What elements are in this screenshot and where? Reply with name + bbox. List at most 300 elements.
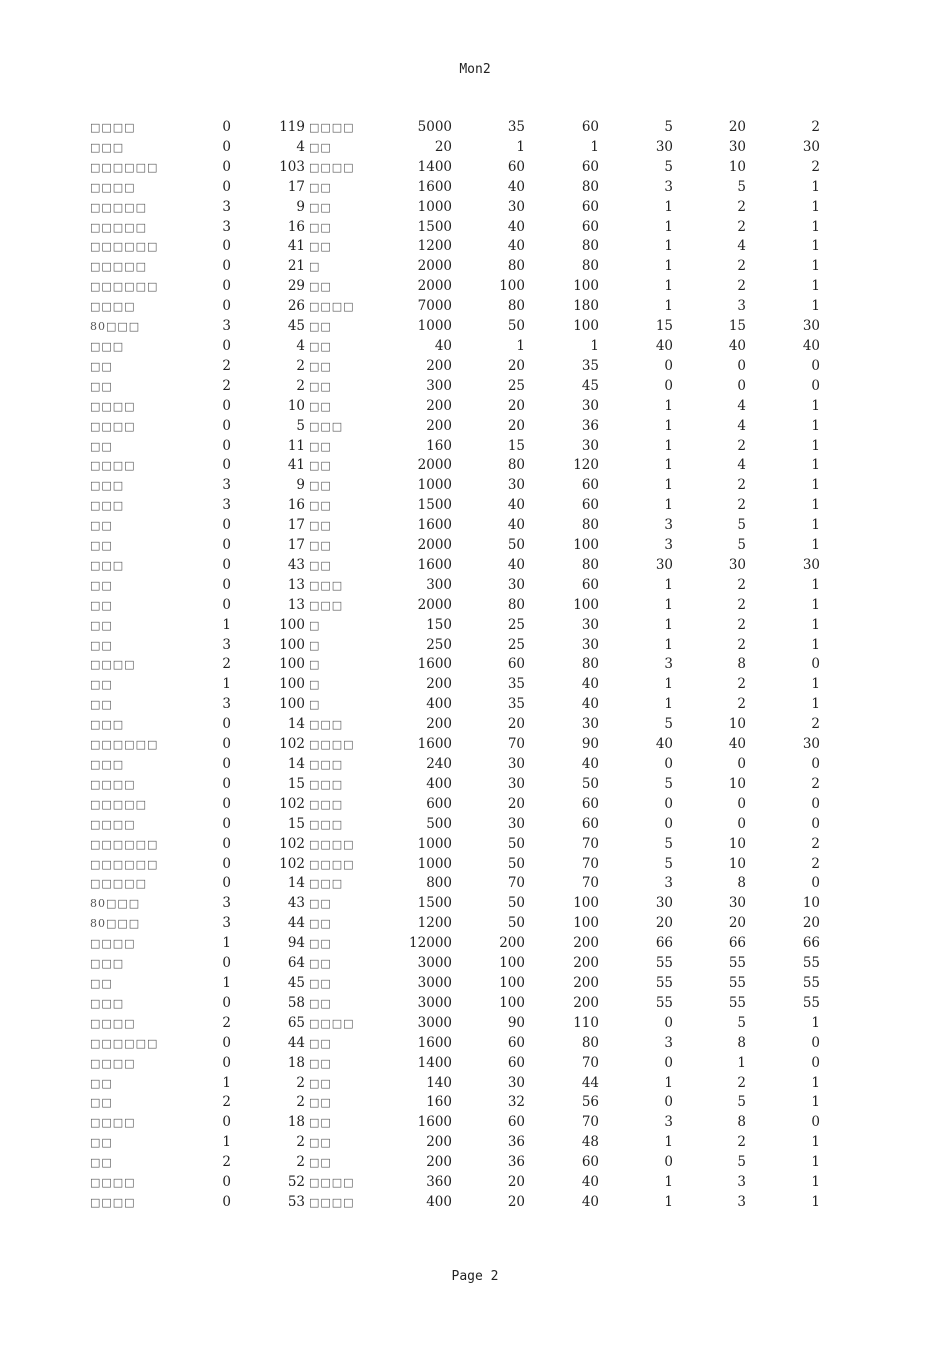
cell-col-a: 1 bbox=[222, 616, 231, 633]
cell-col-e: 80 bbox=[507, 298, 525, 315]
cell-col-d: 40 bbox=[434, 337, 452, 354]
cell-col-a: 3 bbox=[222, 318, 231, 335]
cell-col-b: 100 bbox=[279, 696, 305, 713]
table-row bbox=[0, 297, 950, 317]
cell-unit: □□ bbox=[309, 459, 332, 473]
cell-col-f: 100 bbox=[573, 537, 599, 554]
cell-col-d: 12000 bbox=[409, 935, 452, 952]
cell-unit: □□ bbox=[309, 539, 332, 553]
cell-unit: □□ bbox=[309, 917, 332, 931]
cell-col-f: 30 bbox=[581, 397, 599, 414]
table-row bbox=[0, 1113, 950, 1133]
cell-col-e: 20 bbox=[507, 795, 525, 812]
table-row bbox=[0, 516, 950, 536]
cell-col-d: 1000 bbox=[417, 477, 452, 494]
cell-col-g: 5 bbox=[664, 775, 673, 792]
cell-name: □□□□□□ bbox=[90, 280, 159, 294]
cell-col-b: 103 bbox=[279, 158, 305, 175]
cell-col-i: 1 bbox=[811, 576, 820, 593]
cell-unit: □□ bbox=[309, 957, 332, 971]
cell-col-b: 2 bbox=[296, 1074, 305, 1091]
cell-col-a: 0 bbox=[222, 775, 231, 792]
table-row bbox=[0, 1034, 950, 1054]
cell-col-a: 0 bbox=[222, 278, 231, 295]
cell-col-f: 44 bbox=[581, 1074, 599, 1091]
cell-col-i: 1 bbox=[811, 437, 820, 454]
cell-col-i: 2 bbox=[811, 835, 820, 852]
cell-col-h: 30 bbox=[728, 556, 746, 573]
cell-col-e: 15 bbox=[507, 437, 525, 454]
cell-col-g: 1 bbox=[664, 1174, 673, 1191]
cell-col-b: 100 bbox=[279, 616, 305, 633]
cell-col-d: 150 bbox=[426, 616, 452, 633]
cell-col-b: 17 bbox=[287, 178, 305, 195]
cell-col-i: 0 bbox=[811, 756, 820, 772]
cell-col-f: 30 bbox=[581, 437, 599, 454]
cell-col-b: 102 bbox=[279, 736, 305, 753]
cell-col-a: 0 bbox=[222, 1193, 231, 1210]
table-row bbox=[0, 417, 950, 437]
cell-col-d: 400 bbox=[426, 696, 452, 713]
table-row bbox=[0, 695, 950, 715]
cell-col-b: 102 bbox=[279, 795, 305, 812]
cell-col-b: 2 bbox=[296, 1134, 305, 1151]
cell-col-g: 1 bbox=[664, 417, 673, 434]
table-row bbox=[0, 735, 950, 755]
cell-col-e: 100 bbox=[499, 994, 525, 1011]
cell-col-e: 30 bbox=[507, 756, 525, 772]
cell-col-b: 44 bbox=[287, 1034, 305, 1051]
cell-col-e: 40 bbox=[507, 556, 525, 573]
cell-col-h: 2 bbox=[737, 1134, 746, 1151]
cell-col-d: 400 bbox=[426, 1193, 452, 1210]
cell-unit: □□ bbox=[309, 1056, 332, 1070]
cell-unit: □□□□ bbox=[309, 1176, 355, 1190]
cell-unit: □□ bbox=[309, 399, 332, 413]
cell-col-f: 70 bbox=[581, 875, 599, 892]
cell-col-f: 100 bbox=[573, 915, 599, 932]
cell-col-e: 40 bbox=[507, 517, 525, 534]
cell-col-e: 32 bbox=[507, 1094, 525, 1111]
cell-col-e: 20 bbox=[507, 357, 525, 374]
cell-col-d: 5000 bbox=[417, 119, 452, 135]
cell-col-g: 1 bbox=[664, 696, 673, 713]
cell-name: 80□□□ bbox=[90, 320, 141, 334]
table-row bbox=[0, 138, 950, 158]
cell-col-a: 3 bbox=[222, 696, 231, 713]
cell-col-g: 1 bbox=[664, 218, 673, 235]
cell-col-e: 60 bbox=[507, 656, 525, 673]
cell-col-g: 3 bbox=[664, 517, 673, 534]
cell-unit: □□ bbox=[309, 220, 332, 234]
cell-col-b: 94 bbox=[287, 935, 305, 952]
cell-col-i: 1 bbox=[811, 1094, 820, 1111]
cell-col-a: 0 bbox=[222, 855, 231, 872]
cell-unit: □ bbox=[309, 658, 321, 672]
table-row bbox=[0, 675, 950, 695]
cell-col-b: 18 bbox=[287, 1054, 305, 1071]
cell-col-g: 15 bbox=[655, 318, 673, 335]
cell-col-d: 1000 bbox=[417, 835, 452, 852]
cell-col-a: 2 bbox=[222, 377, 231, 394]
cell-col-a: 0 bbox=[222, 596, 231, 613]
cell-col-g: 3 bbox=[664, 1114, 673, 1131]
cell-name: □□□□□ bbox=[90, 797, 147, 811]
table-row bbox=[0, 1014, 950, 1034]
cell-col-e: 20 bbox=[507, 1193, 525, 1210]
cell-col-h: 40 bbox=[728, 736, 746, 753]
cell-unit: □□ bbox=[309, 479, 332, 493]
cell-col-a: 1 bbox=[222, 974, 231, 991]
cell-name: □□□□ bbox=[90, 937, 136, 951]
cell-col-f: 60 bbox=[581, 497, 599, 514]
cell-col-e: 20 bbox=[507, 397, 525, 414]
cell-unit: □□□ bbox=[309, 578, 344, 592]
cell-col-d: 160 bbox=[426, 1094, 452, 1111]
cell-col-h: 2 bbox=[737, 636, 746, 653]
cell-col-i: 0 bbox=[811, 875, 820, 892]
cell-unit: □□□□ bbox=[309, 160, 355, 174]
cell-col-h: 20 bbox=[728, 119, 746, 135]
data-table bbox=[0, 118, 950, 1213]
cell-col-e: 1 bbox=[516, 337, 525, 354]
cell-col-a: 1 bbox=[222, 1074, 231, 1091]
cell-col-h: 66 bbox=[728, 935, 746, 952]
cell-col-i: 1 bbox=[811, 596, 820, 613]
cell-col-f: 180 bbox=[573, 298, 599, 315]
cell-col-f: 90 bbox=[581, 736, 599, 753]
cell-col-d: 250 bbox=[426, 636, 452, 653]
cell-name: □□ bbox=[90, 1136, 113, 1150]
cell-col-i: 30 bbox=[802, 556, 820, 573]
cell-col-e: 35 bbox=[507, 119, 525, 135]
cell-col-g: 1 bbox=[664, 636, 673, 653]
cell-name: □□□□ bbox=[90, 777, 136, 791]
cell-col-e: 35 bbox=[507, 676, 525, 693]
table-row bbox=[0, 894, 950, 914]
table-row bbox=[0, 616, 950, 636]
cell-col-g: 40 bbox=[655, 736, 673, 753]
cell-col-g: 1 bbox=[664, 616, 673, 633]
cell-name: □□ bbox=[90, 519, 113, 533]
cell-col-g: 3 bbox=[664, 656, 673, 673]
cell-col-e: 50 bbox=[507, 537, 525, 554]
cell-col-g: 3 bbox=[664, 178, 673, 195]
table-row bbox=[0, 974, 950, 994]
cell-col-h: 20 bbox=[728, 915, 746, 932]
cell-col-g: 66 bbox=[655, 935, 673, 952]
cell-col-d: 160 bbox=[426, 437, 452, 454]
cell-col-f: 40 bbox=[581, 1193, 599, 1210]
cell-unit: □□ bbox=[309, 976, 332, 990]
cell-col-d: 7000 bbox=[417, 298, 452, 315]
cell-col-i: 1 bbox=[811, 218, 820, 235]
cell-name: □□ bbox=[90, 578, 113, 592]
cell-col-d: 1000 bbox=[417, 318, 452, 335]
cell-col-h: 5 bbox=[737, 537, 746, 554]
cell-name: □□ bbox=[90, 1156, 113, 1170]
table-row bbox=[0, 397, 950, 417]
cell-col-h: 2 bbox=[737, 198, 746, 215]
cell-col-g: 1 bbox=[664, 676, 673, 693]
cell-col-d: 300 bbox=[426, 576, 452, 593]
cell-col-a: 2 bbox=[222, 357, 231, 374]
cell-col-e: 50 bbox=[507, 915, 525, 932]
cell-col-d: 1200 bbox=[417, 915, 452, 932]
cell-col-g: 1 bbox=[664, 497, 673, 514]
cell-col-b: 4 bbox=[296, 138, 305, 155]
cell-col-e: 200 bbox=[499, 935, 525, 952]
cell-col-a: 0 bbox=[222, 517, 231, 534]
cell-col-b: 10 bbox=[287, 397, 305, 414]
cell-col-g: 0 bbox=[664, 756, 673, 772]
cell-col-i: 1 bbox=[811, 1134, 820, 1151]
table-row bbox=[0, 934, 950, 954]
cell-col-i: 2 bbox=[811, 158, 820, 175]
cell-col-b: 11 bbox=[287, 437, 305, 454]
cell-col-i: 1 bbox=[811, 1154, 820, 1171]
cell-col-b: 119 bbox=[279, 119, 305, 135]
cell-col-f: 30 bbox=[581, 716, 599, 733]
cell-col-f: 36 bbox=[581, 417, 599, 434]
cell-col-a: 0 bbox=[222, 417, 231, 434]
cell-col-a: 0 bbox=[222, 298, 231, 315]
cell-col-i: 2 bbox=[811, 119, 820, 135]
table-row bbox=[0, 715, 950, 735]
cell-col-f: 60 bbox=[581, 576, 599, 593]
cell-col-g: 55 bbox=[655, 974, 673, 991]
cell-col-f: 60 bbox=[581, 198, 599, 215]
cell-col-f: 1 bbox=[590, 337, 599, 354]
cell-col-i: 40 bbox=[802, 337, 820, 354]
cell-unit: □□ bbox=[309, 1076, 332, 1090]
cell-name: □□□□□□ bbox=[90, 837, 159, 851]
cell-col-a: 0 bbox=[222, 736, 231, 753]
cell-col-i: 1 bbox=[811, 537, 820, 554]
cell-name: □□ bbox=[90, 439, 113, 453]
cell-col-h: 0 bbox=[737, 357, 746, 374]
cell-unit: □□ bbox=[309, 937, 332, 951]
cell-col-d: 200 bbox=[426, 716, 452, 733]
cell-col-i: 10 bbox=[802, 895, 820, 912]
cell-col-d: 20 bbox=[434, 138, 452, 155]
cell-col-e: 35 bbox=[507, 696, 525, 713]
cell-col-f: 60 bbox=[581, 815, 599, 832]
cell-col-d: 240 bbox=[426, 756, 452, 772]
cell-col-f: 200 bbox=[573, 935, 599, 952]
table-row bbox=[0, 178, 950, 198]
cell-col-h: 10 bbox=[728, 716, 746, 733]
cell-col-d: 2000 bbox=[417, 258, 452, 275]
cell-col-a: 0 bbox=[222, 238, 231, 255]
cell-name: □□□□□ bbox=[90, 260, 147, 274]
cell-col-e: 100 bbox=[499, 278, 525, 295]
cell-name: □□ bbox=[90, 976, 113, 990]
cell-name: □□□ bbox=[90, 996, 125, 1010]
table-row bbox=[0, 954, 950, 974]
cell-col-d: 200 bbox=[426, 1154, 452, 1171]
cell-col-b: 2 bbox=[296, 357, 305, 374]
cell-col-b: 16 bbox=[287, 497, 305, 514]
cell-col-f: 40 bbox=[581, 696, 599, 713]
cell-col-g: 0 bbox=[664, 795, 673, 812]
cell-col-d: 600 bbox=[426, 795, 452, 812]
cell-col-g: 55 bbox=[655, 994, 673, 1011]
cell-name: □□□□ bbox=[90, 300, 136, 314]
cell-col-f: 40 bbox=[581, 676, 599, 693]
cell-col-e: 36 bbox=[507, 1134, 525, 1151]
cell-col-b: 64 bbox=[287, 955, 305, 972]
cell-col-h: 3 bbox=[737, 1174, 746, 1191]
cell-unit: □□ bbox=[309, 339, 332, 353]
cell-col-e: 1 bbox=[516, 138, 525, 155]
table-row bbox=[0, 377, 950, 397]
table-row bbox=[0, 198, 950, 218]
cell-col-e: 40 bbox=[507, 497, 525, 514]
cell-unit: □ bbox=[309, 618, 321, 632]
cell-col-a: 0 bbox=[222, 437, 231, 454]
cell-name: □□□ bbox=[90, 957, 125, 971]
cell-col-b: 100 bbox=[279, 676, 305, 693]
cell-col-h: 10 bbox=[728, 775, 746, 792]
cell-col-h: 4 bbox=[737, 238, 746, 255]
cell-col-i: 1 bbox=[811, 1193, 820, 1210]
cell-unit: □□ bbox=[309, 140, 332, 154]
cell-col-h: 0 bbox=[737, 756, 746, 772]
cell-col-d: 3000 bbox=[417, 1014, 452, 1031]
cell-col-g: 0 bbox=[664, 1054, 673, 1071]
cell-col-h: 55 bbox=[728, 955, 746, 972]
cell-col-e: 100 bbox=[499, 974, 525, 991]
cell-name: □□□ bbox=[90, 339, 125, 353]
cell-unit: □□□ bbox=[309, 817, 344, 831]
cell-col-b: 17 bbox=[287, 537, 305, 554]
cell-col-i: 1 bbox=[811, 1074, 820, 1091]
cell-name: □□□□ bbox=[90, 1195, 136, 1209]
cell-unit: □□□□ bbox=[309, 1195, 355, 1209]
cell-name: □□ bbox=[90, 698, 113, 712]
table-row bbox=[0, 118, 950, 138]
cell-col-g: 40 bbox=[655, 337, 673, 354]
table-row bbox=[0, 596, 950, 616]
cell-col-d: 200 bbox=[426, 417, 452, 434]
cell-unit: □□ bbox=[309, 1096, 332, 1110]
cell-col-g: 3 bbox=[664, 875, 673, 892]
cell-col-b: 5 bbox=[296, 417, 305, 434]
cell-col-b: 15 bbox=[287, 775, 305, 792]
cell-name: □□□□□□ bbox=[90, 160, 159, 174]
table-row bbox=[0, 1153, 950, 1173]
cell-col-i: 1 bbox=[811, 417, 820, 434]
cell-col-i: 30 bbox=[802, 736, 820, 753]
cell-unit: □□ bbox=[309, 519, 332, 533]
cell-col-f: 200 bbox=[573, 994, 599, 1011]
cell-unit: □□□□ bbox=[309, 1016, 355, 1030]
cell-col-h: 2 bbox=[737, 497, 746, 514]
cell-col-d: 2000 bbox=[417, 537, 452, 554]
sheet-title: Mon2 bbox=[459, 62, 491, 77]
cell-col-f: 80 bbox=[581, 178, 599, 195]
cell-col-b: 44 bbox=[287, 915, 305, 932]
cell-col-i: 1 bbox=[811, 198, 820, 215]
cell-col-h: 30 bbox=[728, 138, 746, 155]
cell-col-d: 140 bbox=[426, 1074, 452, 1091]
cell-col-i: 1 bbox=[811, 457, 820, 474]
cell-col-f: 70 bbox=[581, 1054, 599, 1071]
cell-name: □□□□ bbox=[90, 459, 136, 473]
cell-col-g: 1 bbox=[664, 457, 673, 474]
cell-name: □□□□□ bbox=[90, 200, 147, 214]
cell-name: 80□□□ bbox=[90, 897, 141, 911]
cell-name: □□□□□□ bbox=[90, 738, 159, 752]
cell-col-h: 2 bbox=[737, 616, 746, 633]
cell-col-h: 2 bbox=[737, 1074, 746, 1091]
cell-col-e: 30 bbox=[507, 198, 525, 215]
cell-col-a: 2 bbox=[222, 1154, 231, 1171]
cell-col-e: 50 bbox=[507, 855, 525, 872]
table-row bbox=[0, 437, 950, 457]
cell-col-e: 80 bbox=[507, 596, 525, 613]
cell-col-b: 2 bbox=[296, 1154, 305, 1171]
cell-col-g: 1 bbox=[664, 437, 673, 454]
cell-col-d: 2000 bbox=[417, 596, 452, 613]
cell-name: □□□□□ bbox=[90, 220, 147, 234]
cell-col-e: 30 bbox=[507, 775, 525, 792]
cell-unit: □□□ bbox=[309, 877, 344, 891]
table-row bbox=[0, 1133, 950, 1153]
cell-col-i: 1 bbox=[811, 676, 820, 693]
table-row bbox=[0, 576, 950, 596]
cell-col-b: 65 bbox=[287, 1014, 305, 1031]
table-row bbox=[0, 317, 950, 337]
cell-col-i: 1 bbox=[811, 636, 820, 653]
cell-col-i: 1 bbox=[811, 238, 820, 255]
cell-col-e: 60 bbox=[507, 1034, 525, 1051]
cell-col-f: 45 bbox=[581, 377, 599, 394]
cell-col-h: 0 bbox=[737, 795, 746, 812]
cell-unit: □ bbox=[309, 678, 321, 692]
cell-col-g: 1 bbox=[664, 576, 673, 593]
cell-col-b: 2 bbox=[296, 377, 305, 394]
cell-col-d: 1600 bbox=[417, 1034, 452, 1051]
cell-col-b: 2 bbox=[296, 1094, 305, 1111]
cell-col-a: 0 bbox=[222, 835, 231, 852]
cell-name: □□ bbox=[90, 359, 113, 373]
cell-col-b: 13 bbox=[287, 596, 305, 613]
cell-col-i: 1 bbox=[811, 497, 820, 514]
cell-col-e: 30 bbox=[507, 1074, 525, 1091]
cell-col-h: 5 bbox=[737, 1154, 746, 1171]
cell-col-e: 70 bbox=[507, 875, 525, 892]
cell-col-b: 100 bbox=[279, 656, 305, 673]
cell-col-h: 8 bbox=[737, 656, 746, 673]
cell-col-a: 1 bbox=[222, 1134, 231, 1151]
cell-col-h: 4 bbox=[737, 457, 746, 474]
cell-name: □□□ bbox=[90, 558, 125, 572]
cell-unit: □ bbox=[309, 260, 321, 274]
cell-name: □□□□ bbox=[90, 1056, 136, 1070]
cell-unit: □□ bbox=[309, 499, 332, 513]
cell-col-g: 1 bbox=[664, 278, 673, 295]
cell-unit: □□ bbox=[309, 180, 332, 194]
cell-col-h: 5 bbox=[737, 178, 746, 195]
cell-col-a: 2 bbox=[222, 656, 231, 673]
table-row bbox=[0, 855, 950, 875]
cell-col-g: 5 bbox=[664, 158, 673, 175]
cell-col-b: 21 bbox=[287, 258, 305, 275]
cell-col-e: 30 bbox=[507, 815, 525, 832]
cell-col-g: 20 bbox=[655, 915, 673, 932]
